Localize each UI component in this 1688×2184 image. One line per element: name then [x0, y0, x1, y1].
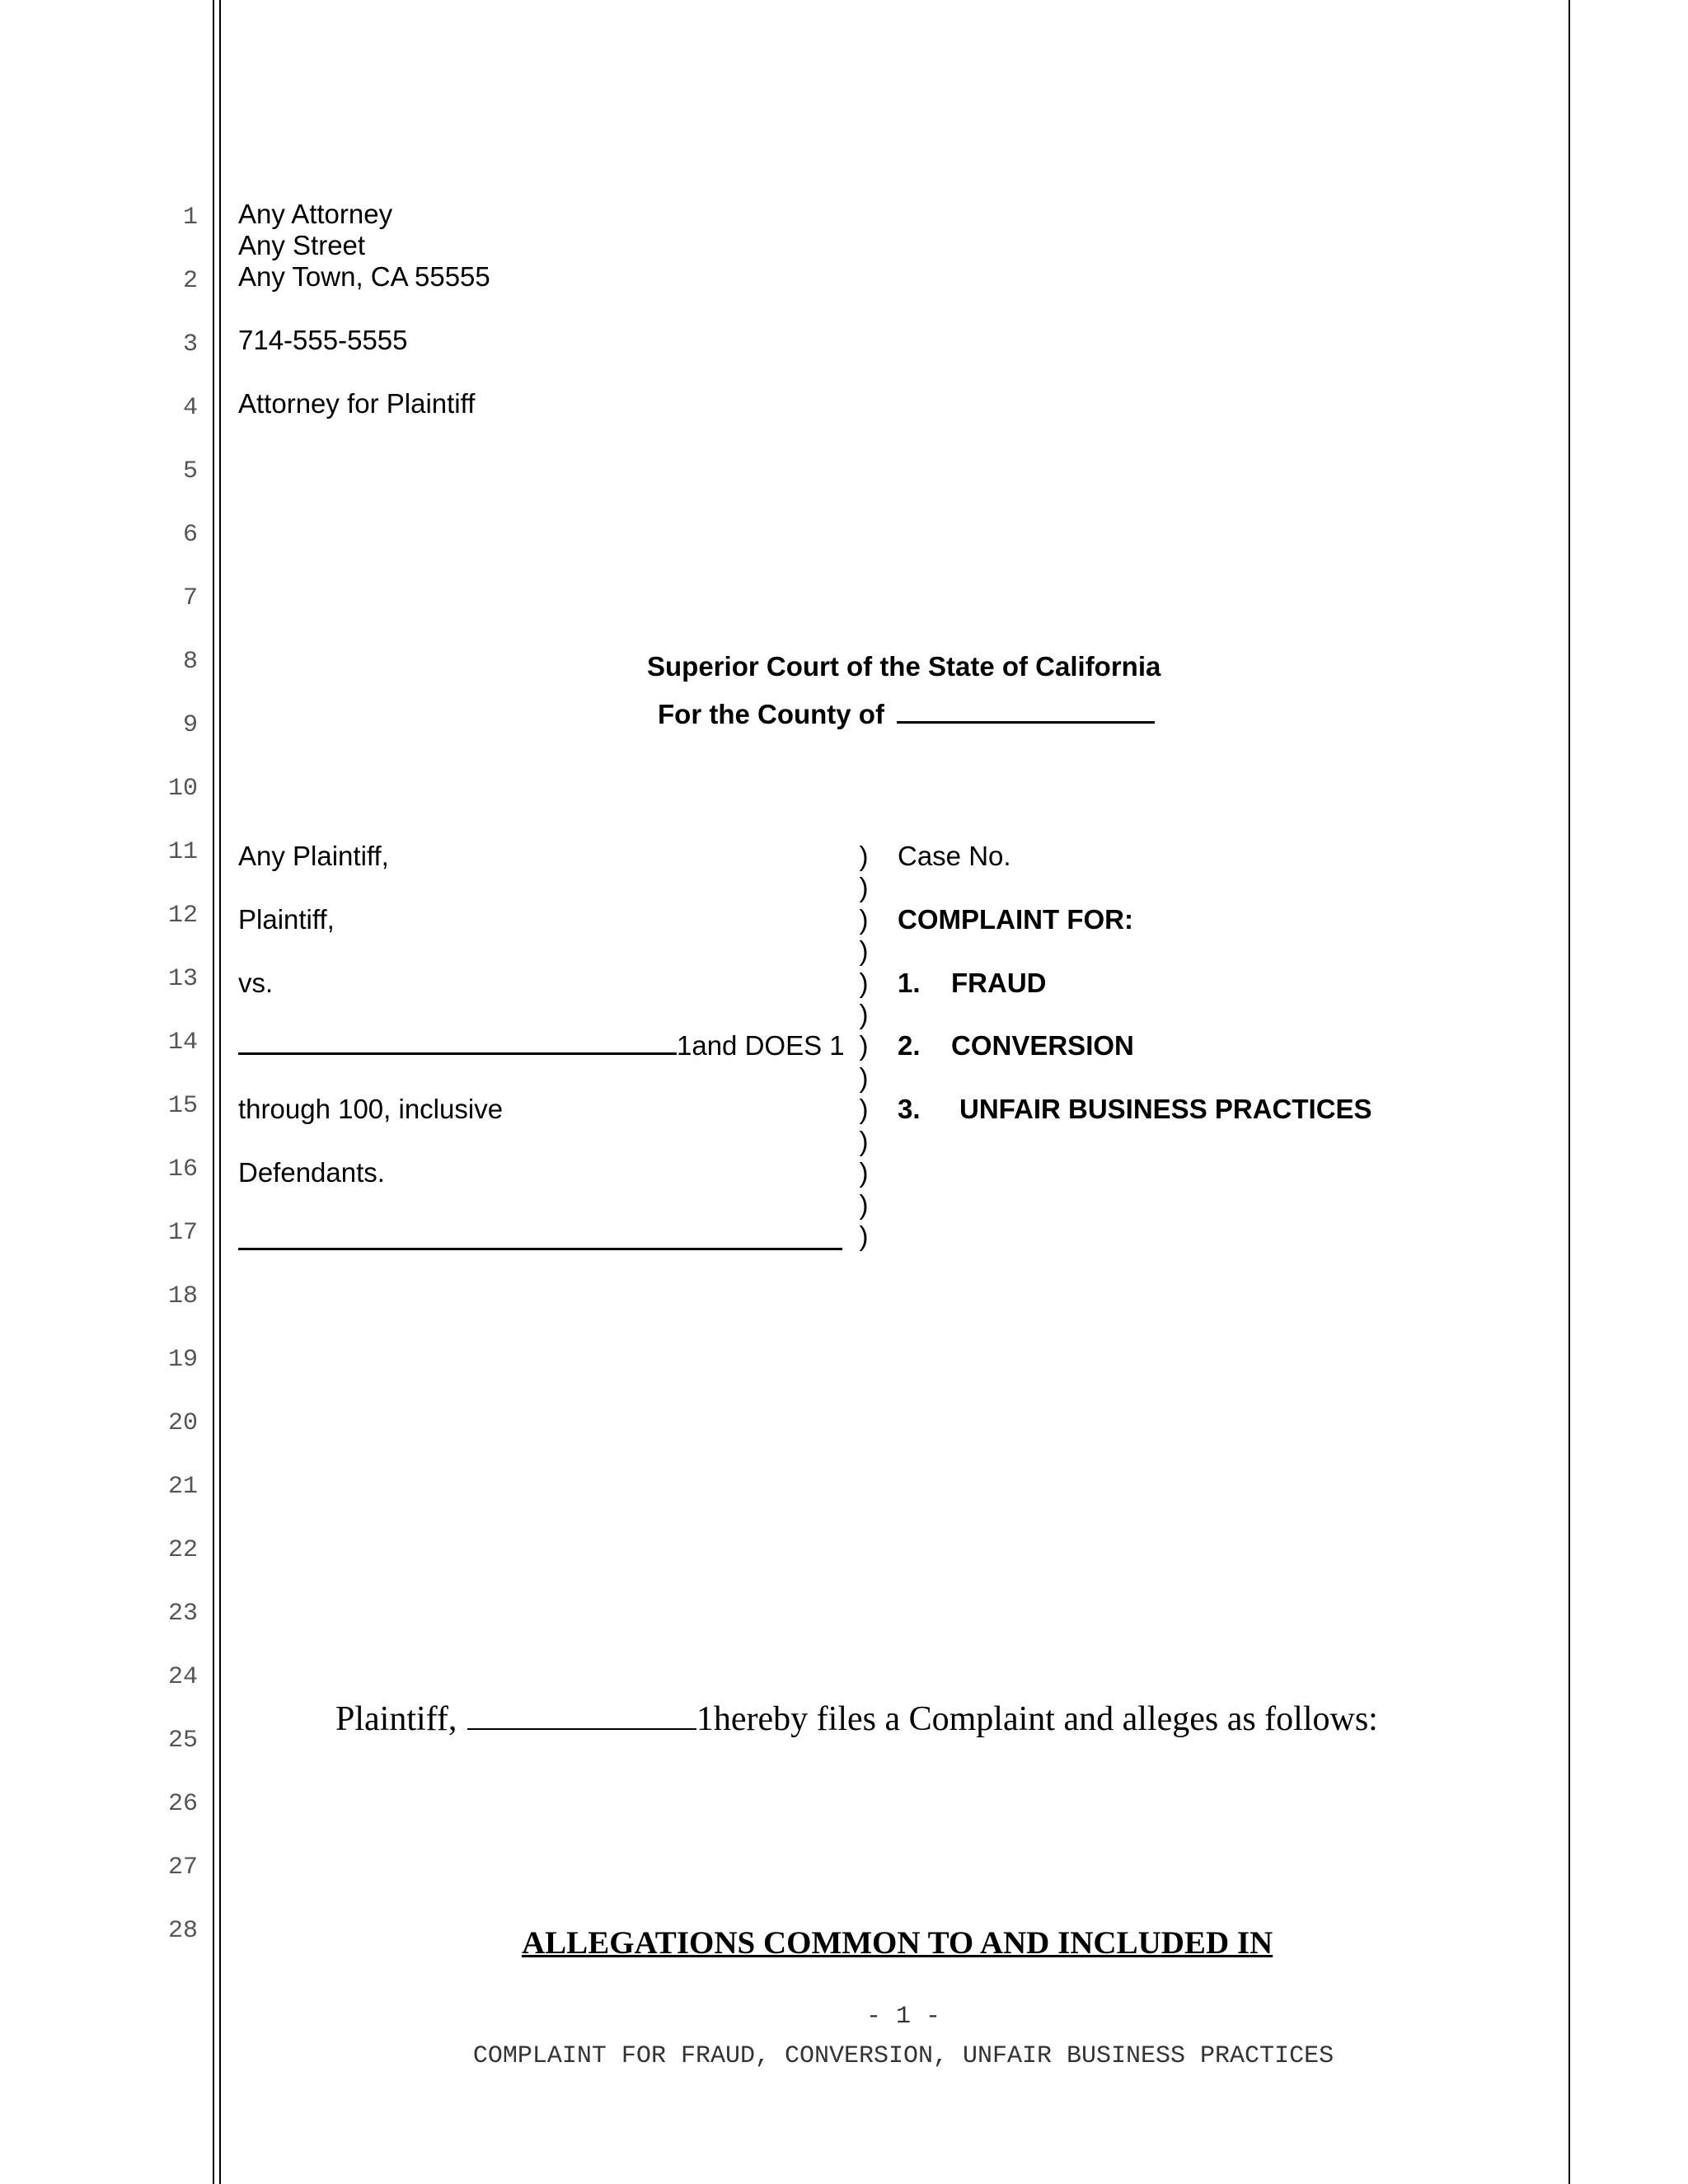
caption-paren: ) [859, 904, 869, 935]
caption-paren: ) [859, 1157, 869, 1188]
plaintiff-name: Any Plaintiff, [238, 841, 389, 871]
caption-paren: ) [859, 999, 869, 1029]
caption-paren: ) [859, 872, 869, 902]
line-number: 2 [182, 267, 198, 295]
line-number: 21 [167, 1473, 198, 1501]
attorney-phone: 714-555-5555 [238, 325, 408, 355]
caption-underline [238, 1248, 842, 1250]
caption-paren: ) [859, 1126, 869, 1156]
line-number: 22 [167, 1536, 198, 1564]
attorney-role: Attorney for Plaintiff [238, 388, 476, 419]
line-number: 27 [167, 1854, 198, 1882]
line-number: 24 [167, 1663, 198, 1691]
line-number: 11 [167, 838, 198, 866]
claim-number: 2. [898, 1030, 921, 1061]
caption-paren: ) [859, 1221, 869, 1251]
allegations-heading: ALLEGATIONS COMMON TO AND INCLUDED IN [522, 1925, 1273, 1961]
defendant-line [238, 1030, 845, 1062]
line-number: 9 [182, 711, 198, 739]
line-number: 26 [167, 1790, 198, 1818]
caption-paren: ) [859, 1030, 869, 1061]
line-number: 14 [167, 1029, 198, 1057]
claim-number: 3. [898, 1094, 921, 1124]
court-name: Superior Court of the State of California [647, 651, 1161, 682]
caption-paren: ) [859, 1189, 869, 1220]
left-margin-rule-outer [213, 0, 214, 2184]
defendant-range: through 100, inclusive [238, 1094, 504, 1124]
attorney-name: Any Attorney [238, 199, 393, 229]
plaintiff-label: Plaintiff, [238, 904, 335, 935]
versus-label: vs. [238, 968, 274, 998]
county-label: For the County of [658, 699, 884, 729]
line-number: 15 [167, 1092, 198, 1120]
complaint-for-label: COMPLAINT FOR: [898, 904, 1133, 935]
intro-start: Plaintiff, [335, 1700, 457, 1738]
defendant-blank [238, 1052, 677, 1055]
county-line [658, 699, 1155, 730]
line-number: 1 [182, 204, 198, 232]
defendant-label: Defendants. [238, 1157, 385, 1188]
caption-paren: ) [859, 1094, 869, 1124]
line-number: 25 [167, 1727, 198, 1755]
line-number: 17 [167, 1219, 198, 1247]
line-number: 19 [167, 1346, 198, 1374]
footer-title: COMPLAINT FOR FRAUD, CONVERSION, UNFAIR BUSINESS PRACTICES [472, 2042, 1334, 2070]
page-number: - 1 - [865, 2003, 940, 2031]
line-number: 7 [182, 584, 198, 612]
line-number: 4 [182, 394, 198, 422]
claim-number: 1. [898, 968, 921, 998]
right-margin-rule [1568, 0, 1570, 2184]
claim-title: UNFAIR BUSINESS PRACTICES [959, 1094, 1372, 1124]
defendant-suffix: 1and DOES 1 [677, 1030, 845, 1061]
line-number: 3 [182, 330, 198, 359]
line-number: 5 [182, 457, 198, 485]
left-margin-rule-inner [219, 0, 221, 2184]
intro-end: 1hereby files a Complaint and alleges as follows: [696, 1700, 1378, 1738]
line-number: 18 [167, 1282, 198, 1310]
line-number: 28 [167, 1917, 198, 1945]
intro-paragraph [335, 1700, 1378, 1738]
claim-title: FRAUD [951, 968, 1047, 998]
line-number: 20 [167, 1409, 198, 1437]
claim-title: CONVERSION [951, 1030, 1134, 1061]
line-number: 10 [167, 775, 198, 803]
county-blank [897, 721, 1155, 724]
line-number: 8 [182, 648, 198, 676]
case-number-label: Case No. [898, 841, 1011, 871]
line-number: 13 [167, 965, 198, 993]
caption-paren: ) [859, 1062, 869, 1093]
line-number: 6 [182, 521, 198, 549]
attorney-street: Any Street [238, 230, 366, 260]
attorney-city: Any Town, CA 55555 [238, 261, 490, 292]
caption-paren: ) [859, 841, 869, 871]
caption-paren: ) [859, 968, 869, 998]
caption-paren: ) [859, 935, 869, 966]
line-number: 12 [167, 902, 198, 930]
line-number: 16 [167, 1155, 198, 1183]
plaintiff-name-blank [467, 1728, 696, 1730]
line-number: 23 [167, 1600, 198, 1628]
